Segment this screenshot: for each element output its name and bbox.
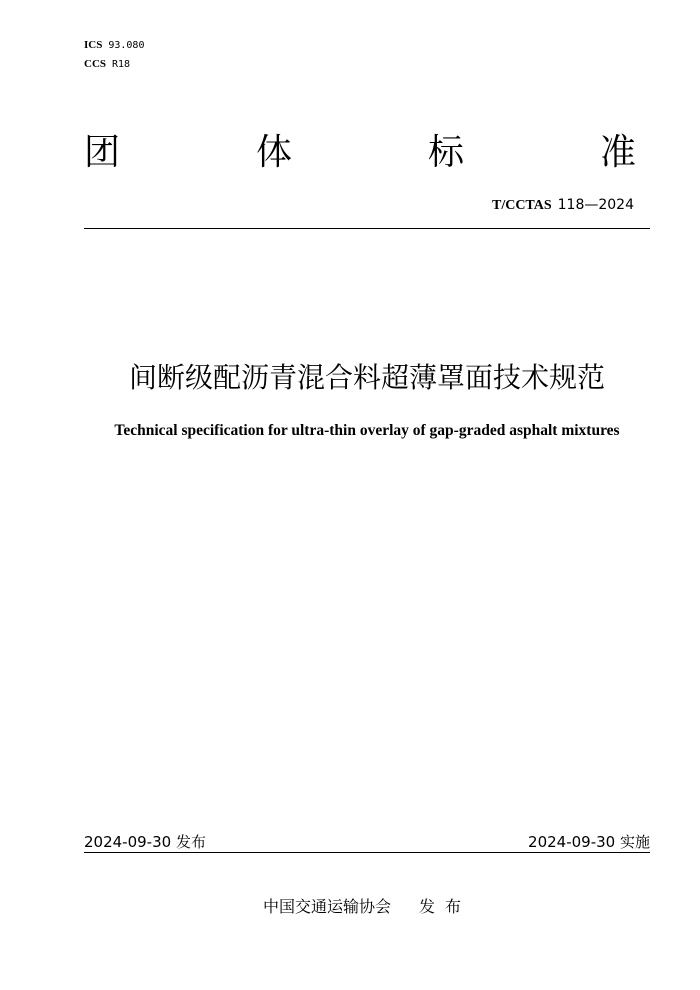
doc-type-char-3: 标 xyxy=(427,132,464,173)
ccs-label: CCS xyxy=(84,58,107,70)
doc-type-char-2: 体 xyxy=(255,132,292,173)
issue-date: 2024-09-30 发布 xyxy=(84,833,206,851)
implementation-date: 2024-09-30 实施 xyxy=(528,833,650,851)
doc-type-char-4: 准 xyxy=(599,132,636,173)
footer-divider xyxy=(84,852,650,853)
ics-classification xyxy=(84,38,144,53)
ics-label: ICS xyxy=(84,39,103,51)
header-divider xyxy=(84,228,650,229)
ccs-classification xyxy=(84,57,130,72)
publisher-organization: 中国交通运输协会 xyxy=(262,897,391,916)
ccs-value: R18 xyxy=(112,59,131,70)
title-chinese: 间断级配沥青混合料超薄罩面技术规范 xyxy=(128,361,605,394)
document-type-heading xyxy=(84,128,636,178)
doc-type-char-1: 团 xyxy=(84,132,121,173)
standard-number xyxy=(492,196,634,215)
title-english: Technical specification for ultra-thin overlay of gap-graded asphalt mixtures xyxy=(114,422,620,439)
ics-value: 93.080 xyxy=(108,40,145,51)
publisher-line xyxy=(0,896,700,918)
standard-number-prefix: T/CCTAS xyxy=(491,198,552,213)
publisher-action: 发布 xyxy=(419,897,472,916)
standard-number-value: 118—2024 xyxy=(557,197,634,213)
